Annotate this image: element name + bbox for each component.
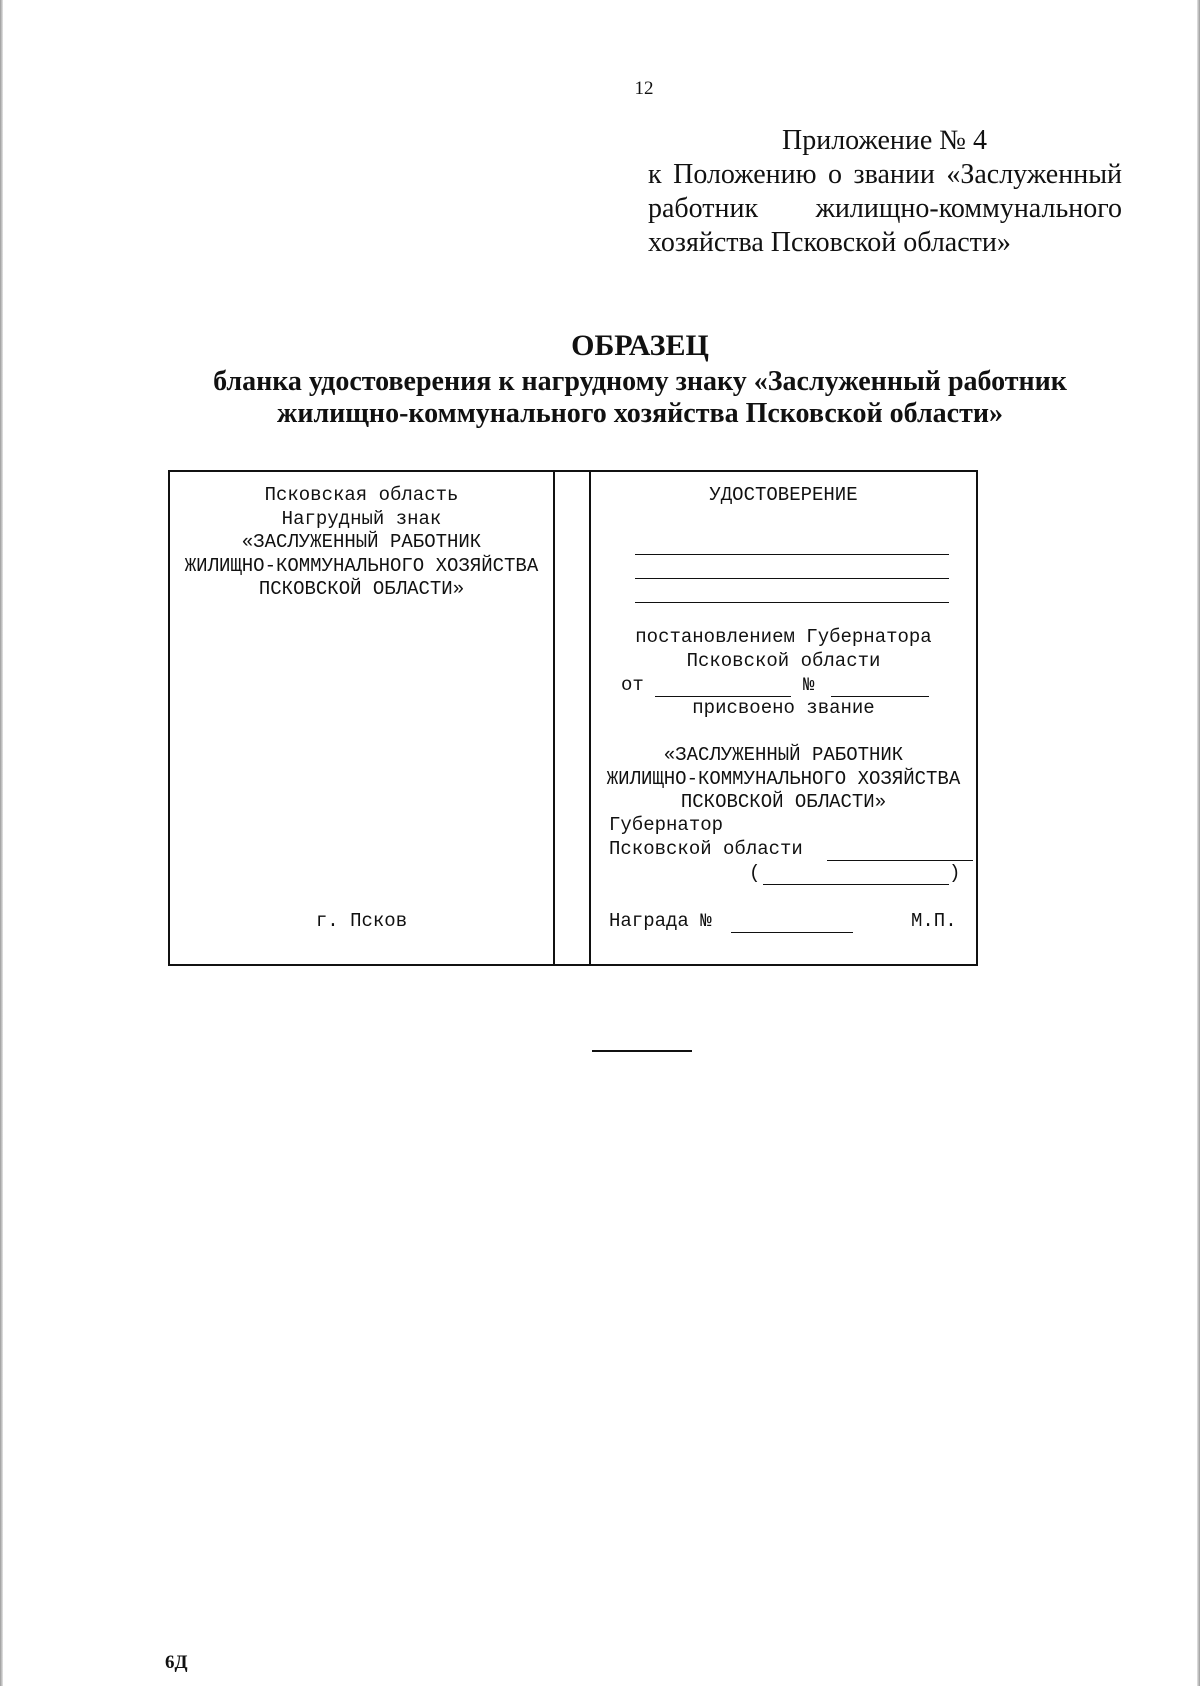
cover-line: «ЗАСЛУЖЕННЫЙ РАБОТНИК xyxy=(241,531,482,553)
cover-text xyxy=(170,484,553,602)
end-separator xyxy=(592,1050,692,1052)
heading-title: ОБРАЗЕЦ xyxy=(571,329,709,362)
honorary-title-line: ПСКОВСКОЙ ОБЛАСТИ» xyxy=(680,791,887,813)
governor-label: Губернатор xyxy=(609,814,724,836)
signature-name-blank-line xyxy=(763,884,949,885)
cover-city: г. Псков xyxy=(315,910,408,932)
name-blank-line xyxy=(635,578,949,579)
name-blank-line xyxy=(635,554,949,555)
heading-line-1: бланка удостоверения к нагрудному знаку «Заслуженный работник xyxy=(213,366,1067,397)
signature-blank-line xyxy=(827,860,973,861)
honorary-title xyxy=(591,744,976,815)
certificate-inner-panel xyxy=(591,472,976,964)
certificate-cover-panel xyxy=(170,472,555,964)
number-label: № xyxy=(803,674,815,696)
cover-line: Нагрудный знак xyxy=(281,507,442,530)
appendix-body: к Положению о звании «Заслуженный работник жилищно-коммунального хозяйства Псковской области» xyxy=(648,159,1122,258)
name-blank-line xyxy=(635,602,949,603)
decree-line-2: Псковской области xyxy=(686,649,881,672)
cover-line: ПСКОВСКОЙ ОБЛАСТИ» xyxy=(258,578,465,600)
page-number: 12 xyxy=(634,78,654,99)
decree-line-1: постановлением Губернатора xyxy=(635,626,932,648)
award-number-blank-line xyxy=(731,932,853,933)
honorary-title-line: ЖИЛИЩНО-КОММУНАЛЬНОГО ХОЗЯЙСТВА xyxy=(606,767,961,790)
from-label: от xyxy=(621,674,644,696)
certificate-title: УДОСТОВЕРЕНИЕ xyxy=(709,484,858,506)
governor-region-label: Псковской области xyxy=(609,838,803,860)
open-paren: ( xyxy=(749,862,761,884)
appendix-title: Приложение № 4 xyxy=(782,125,987,156)
award-number-label: Награда № xyxy=(609,910,712,932)
decree-text xyxy=(591,626,976,673)
certificate-spine xyxy=(555,472,591,964)
appendix-block xyxy=(648,124,1122,260)
cover-line: Псковская область xyxy=(264,484,459,506)
assigned-text: присвоено звание xyxy=(692,697,875,719)
seal-label: М.П. xyxy=(911,910,957,932)
honorary-title-line: «ЗАСЛУЖЕННЫЙ РАБОТНИК xyxy=(663,744,904,766)
certificate-form xyxy=(168,470,978,966)
document-heading xyxy=(160,328,1120,430)
close-paren: ) xyxy=(949,862,961,884)
cover-line: ЖИЛИЩНО-КОММУНАЛЬНОГО ХОЗЯЙСТВА xyxy=(184,554,539,577)
heading-line-2: жилищно-коммунального хозяйства Псковской области» xyxy=(277,398,1003,429)
footer-code: 6Д xyxy=(165,1652,188,1673)
scan-edge-left xyxy=(0,0,3,1686)
